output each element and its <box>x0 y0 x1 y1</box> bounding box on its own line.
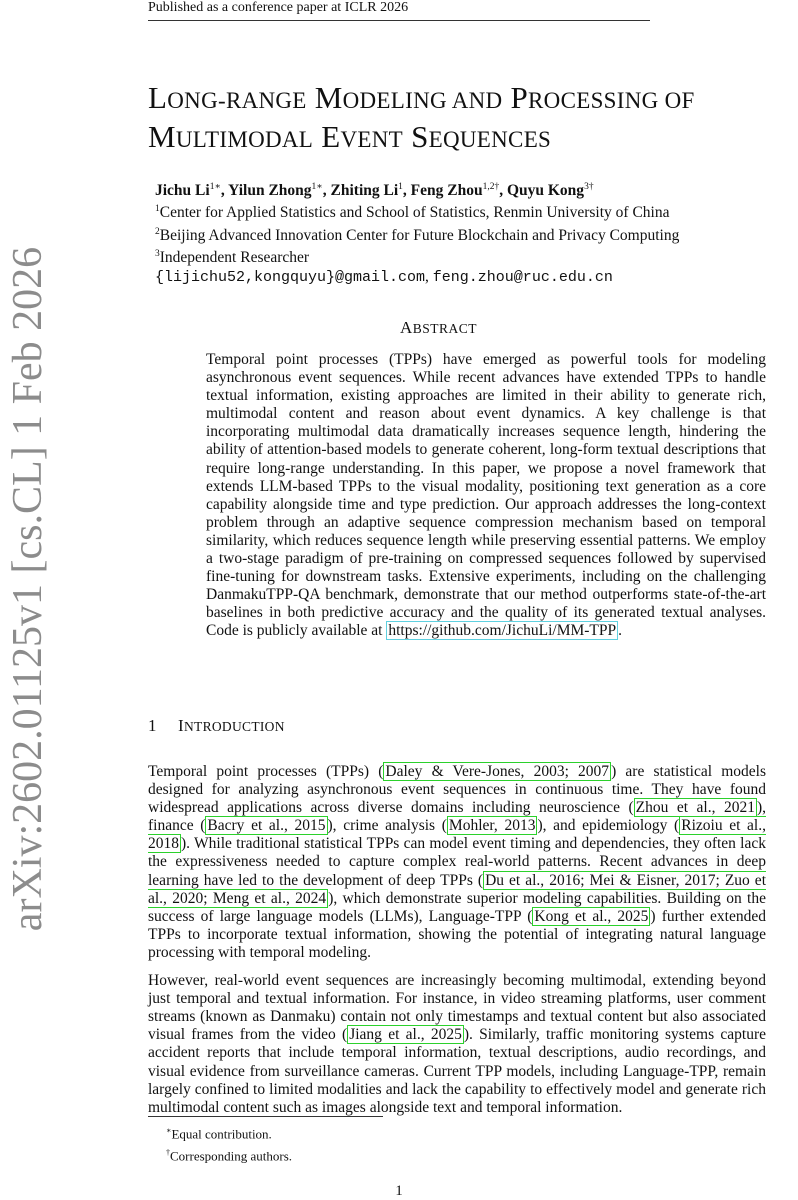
footnote: ∗Equal contribution. <box>166 1126 272 1142</box>
author-name: Quyu Kong <box>506 182 585 200</box>
venue-text: Published as a conference paper at ICLR 2026 <box>148 0 409 15</box>
page-number: 1 <box>395 1183 403 1199</box>
paragraph: However, real-world event sequences are increasingly becoming multimodal, extending beyond just temporal and textual information. For instance, in video streaming platforms, user comment streams (known as Danmaku) contain not only timestamps and textual content but also associated visual frames from the video ( Jiang et al., 2025 ). Similarly, traffic monitoring systems capture accident reports that include temporal information, textual descriptions, audio recordings, and visual evidence from surveillance cameras. Current TPP models, including Language-TPP, remain largely confined to limited modalities and lack the capability to effectively model and generate rich multimodal content such as images alongside text and temporal information. <box>148 972 766 1116</box>
affiliation: $^1$Center for Applied Statistics and School of Statistics, Renmin University of China <box>155 204 670 222</box>
citation-link[interactable]: Mohler, 2013 <box>448 817 536 835</box>
abstract-body <box>206 351 766 641</box>
section-heading-introduction: 1 INTRODUCTION <box>148 716 285 735</box>
citation-link[interactable]: Kong et al., 2025 <box>534 907 649 925</box>
footnotes <box>166 1121 666 1166</box>
citation-link[interactable]: Bacry et al., 2015 <box>207 817 326 835</box>
running-header <box>148 0 650 21</box>
abstract-heading: ABSTRACT <box>400 318 478 337</box>
code-link[interactable]: https://github.com/JichuLi/MM-TPP <box>388 622 617 640</box>
code-availability: Code is publicly available at https://github.com/JichuLi/MM-TPP . <box>206 622 623 640</box>
footnote-rule <box>148 1116 383 1117</box>
author-emails: {lijichu52,kongquyu}@gmail.com, feng.zhou@ruc.edu.cn <box>155 268 613 287</box>
title-line-1: LONG-RANGE MODELING AND PROCESSING OF <box>148 80 695 115</box>
arxiv-stamp: arXiv:2602.01125v1 [cs.CL] 1 Feb 2026 <box>5 246 51 932</box>
citation-link[interactable]: Du et al., 2016; Mei & Eisner, 2017; Zuo et al., 2020; Meng et al., 2024 <box>148 871 766 907</box>
email-single: feng.zhou@ruc.edu.cn <box>432 269 613 287</box>
author-name: Yilun Zhong <box>228 182 312 200</box>
author-name: Feng Zhou <box>410 182 483 200</box>
paragraph: Temporal point processes (TPPs) ( Daley & Vere-Jones, 2003; 2007 ) are statistical models designed for analyzing asynchronous event sequences in continuous time. They have found widespread applications across diverse domains including neuroscience ( Zhou et al., 2021 ), finance ( Bacry et al., 2015 ), crime analysis ( Mohler, 2013 ), and epidemiology ( Rizoiu et al., 2018 ). While traditional statistical TPPs can model event timing and dependencies, they often lack the expressiveness needed to capture complex real-world patterns. Recent advances in deep learning have led to the development of deep TPPs ( Du et al., 2016; Mei & Eisner, 2017; Zuo et al., 2020; Meng et al., 2024 ), which demonstrate superior modeling capabilities. Building on the success of large language models (LLMs), Language-TPP ( Kong et al., 2025 ) further extended TPPs to incorporate textual information, showing the potential of integrating natural language processing with temporal modeling. <box>148 763 767 961</box>
author-names: Jichu $Li^{1∗}$, Yilun Zhong$^{1∗}$, Zhiting Li$^1$, Feng Zhou$^{1,2\dagger}$, Quyu Kong$^{3\dagger}$ <box>155 182 594 200</box>
paper-title <box>148 80 768 158</box>
abstract-text: Temporal point processes (TPPs) have emerged as powerful tools for modeling asynchronous event sequences. While recent advances have extended TPPs to handle textual information, existing approaches are limited in their ability to generate rich, multimodal content and reason about event dynamics. A key challenge is that incorporating multimodal data dramatically increases sequence length, hindering the ability of attention-based models to generate coherent, long-form textual descriptions that require long-range understanding. In this paper, we propose a novel framework that extends LLM-based TPPs to the visual modality, positioning text generation as a core capability alongside time and type prediction. Our approach addresses the long-context problem through an adaptive sequence compression mechanism based on temporal similarity, which reduces sequence length while preserving essential patterns. We employ a two-stage paradigm of pre-training on compressed sequences followed by supervised fine-tuning for downstream tasks. Extensive experiments, including on the challenging DanmakuTPP-QA benchmark, demonstrate that our method outperforms state-of-the-art baselines in both predictive accuracy and the quality of its generated textual analyses. <box>206 351 766 622</box>
footnote: †Corresponding authors. <box>166 1148 293 1164</box>
email-group: {lijichu52,kongquyu}@gmail.com <box>155 269 426 287</box>
author-name: Jichu Li <box>155 182 210 200</box>
author-block <box>155 178 755 288</box>
citation-link[interactable]: Zhou et al., 2021 <box>635 799 755 817</box>
author-name: Zhiting Li <box>330 182 399 200</box>
affiliation: $^3$Independent Researcher <box>155 249 310 267</box>
citation-link[interactable]: Daley & Vere-Jones, 2003; 2007 <box>385 763 610 780</box>
citation-link[interactable]: Jiang et al., 2025 <box>349 1026 462 1044</box>
introduction-body <box>148 763 766 1127</box>
affiliation: $^2$Beijing Advanced Innovation Center for Future Blockchain and Privacy Computing <box>155 226 680 244</box>
title-line-2: MULTIMODAL EVENT SEQUENCES <box>148 119 552 154</box>
citation-link[interactable]: Rizoiu et al., 2018 <box>148 817 766 853</box>
